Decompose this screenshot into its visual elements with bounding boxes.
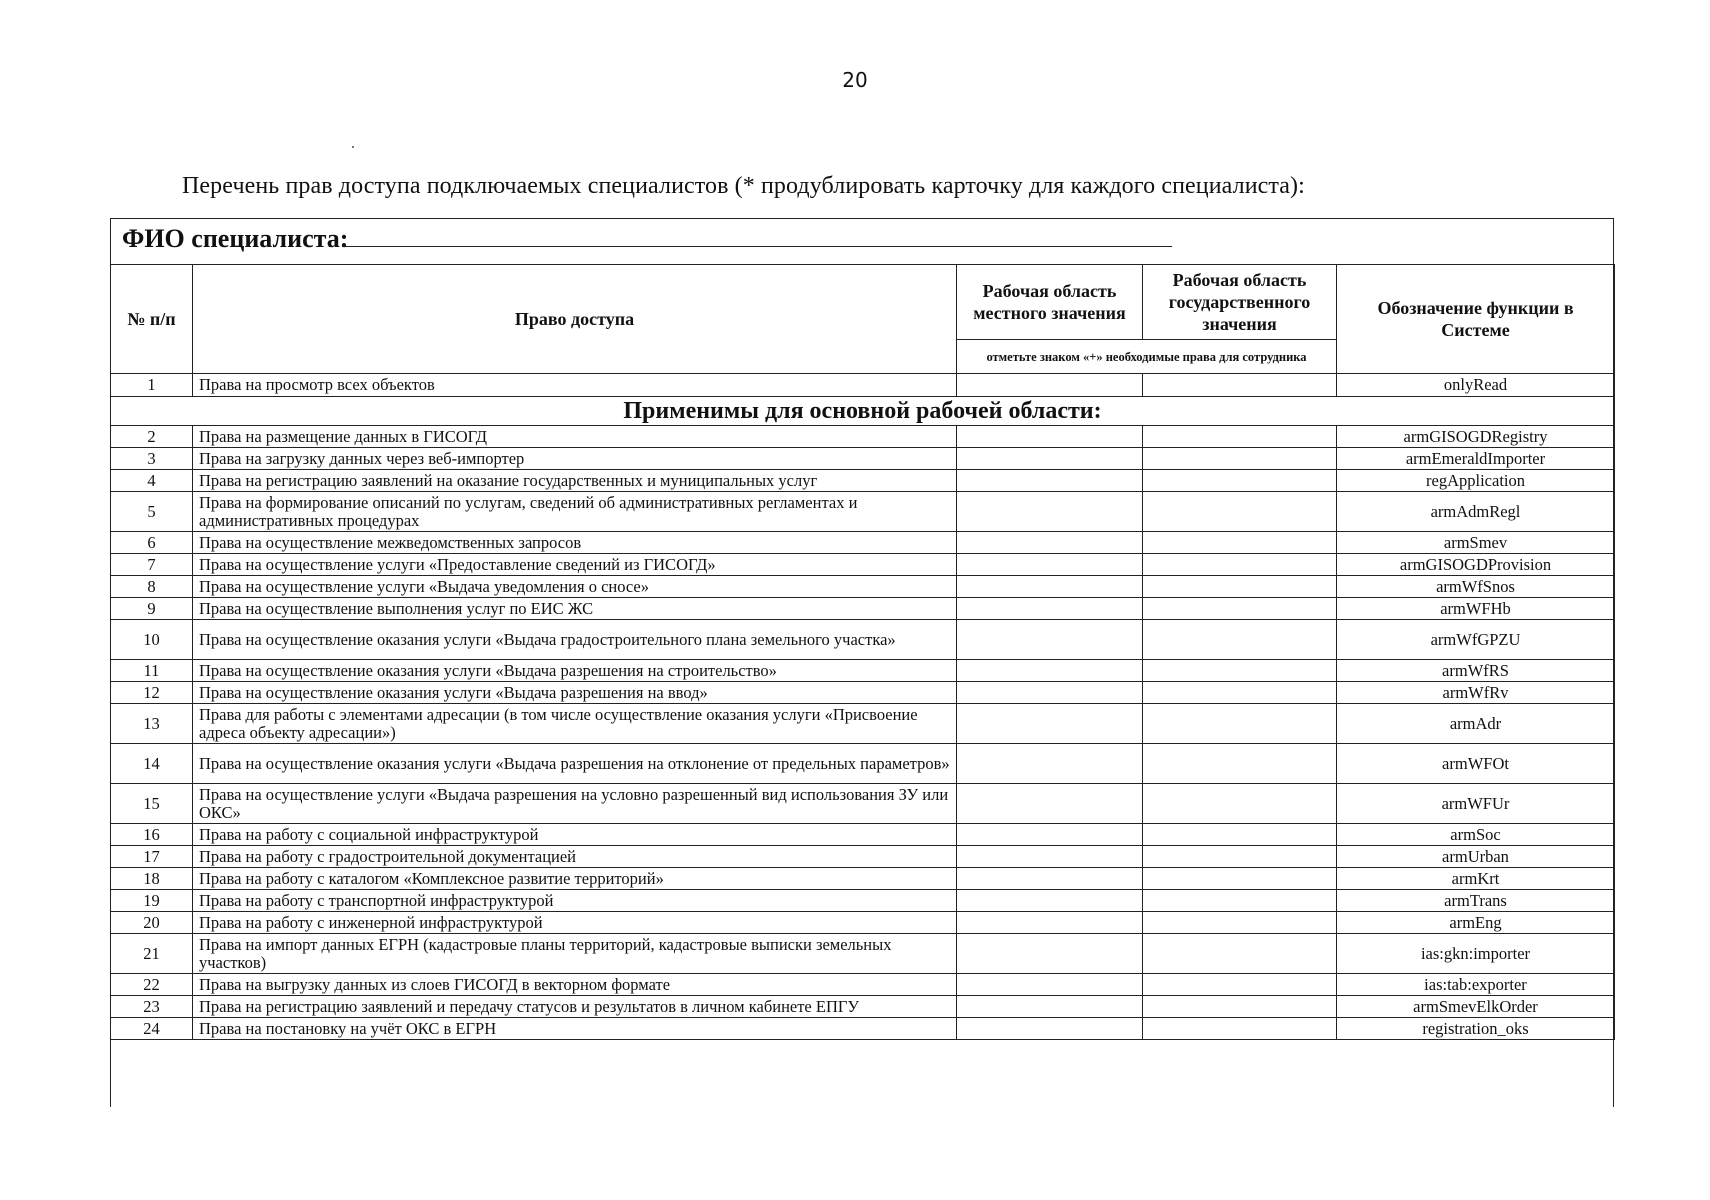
- local-checkbox-cell[interactable]: [957, 598, 1143, 620]
- table-row: [111, 532, 1615, 554]
- row-num: 20: [111, 912, 193, 934]
- page-heading: Перечень прав доступа подключаемых специалистов (* продублировать карточку для каждого специалиста):: [182, 173, 1305, 199]
- state-checkbox-cell[interactable]: [1143, 426, 1337, 448]
- local-checkbox-cell[interactable]: [957, 996, 1143, 1018]
- row-right: Права на регистрацию заявлений на оказание государственных и муниципальных услуг: [193, 470, 957, 492]
- table-row: [111, 704, 1615, 744]
- row-right: Права на работу с инженерной инфраструктурой: [193, 912, 957, 934]
- row-code: armWFOt: [1337, 744, 1615, 784]
- table-row: [111, 934, 1615, 974]
- col-header-right: Право доступа: [193, 265, 957, 374]
- state-checkbox-cell[interactable]: [1143, 660, 1337, 682]
- table-row: [111, 996, 1615, 1018]
- row-right: Права на осуществление услуги «Выдача разрешения на условно разрешенный вид использования ЗУ или ОКС»: [193, 784, 957, 824]
- row-right: Права на выгрузку данных из слоев ГИСОГД в векторном формате: [193, 974, 957, 996]
- row-num: 6: [111, 532, 193, 554]
- state-checkbox-cell[interactable]: [1143, 824, 1337, 846]
- row-code: armGISOGDRegistry: [1337, 426, 1615, 448]
- row-code: armSmevElkOrder: [1337, 996, 1615, 1018]
- row-code: armWFUr: [1337, 784, 1615, 824]
- table-row: [111, 598, 1615, 620]
- state-checkbox-cell[interactable]: [1143, 704, 1337, 744]
- fio-row: [110, 218, 1612, 264]
- row-num: 14: [111, 744, 193, 784]
- table-row: [111, 744, 1615, 784]
- col-header-code: Обозначение функции в Системе: [1337, 265, 1615, 374]
- local-checkbox-cell[interactable]: [957, 554, 1143, 576]
- row-right: Права на регистрацию заявлений и передачу статусов и результатов в личном кабинете ЕПГУ: [193, 996, 957, 1018]
- row-right: Права на постановку на учёт ОКС в ЕГРН: [193, 1018, 957, 1040]
- state-checkbox-cell[interactable]: [1143, 448, 1337, 470]
- state-checkbox-cell[interactable]: [1143, 554, 1337, 576]
- row-code: armWfGPZU: [1337, 620, 1615, 660]
- row-right: Права на осуществление услуги «Выдача уведомления о сносе»: [193, 576, 957, 598]
- row-num: 2: [111, 426, 193, 448]
- mark-note: отметьте знаком «+» необходимые права для сотрудника: [957, 340, 1337, 374]
- row-code: registration_oks: [1337, 1018, 1615, 1040]
- state-checkbox-cell[interactable]: [1143, 532, 1337, 554]
- row-right: Права на осуществление оказания услуги «Выдача разрешения на отклонение от предельных параметров»: [193, 744, 957, 784]
- row-right: Права на работу с градостроительной документацией: [193, 846, 957, 868]
- row-num: 9: [111, 598, 193, 620]
- row-code: armWfRv: [1337, 682, 1615, 704]
- row-code: regApplication: [1337, 470, 1615, 492]
- local-checkbox-cell[interactable]: [957, 912, 1143, 934]
- local-checkbox-cell[interactable]: [957, 784, 1143, 824]
- row-code: armSmev: [1337, 532, 1615, 554]
- row-code: ias:tab:exporter: [1337, 974, 1615, 996]
- row-right: Права на осуществление услуги «Предоставление сведений из ГИСОГД»: [193, 554, 957, 576]
- table-row: [111, 784, 1615, 824]
- col-header-num: № п/п: [111, 265, 193, 374]
- table-row: [111, 846, 1615, 868]
- access-rights-table: [110, 264, 1615, 1040]
- section-title: Применимы для основной рабочей области:: [111, 397, 1615, 426]
- local-checkbox-cell[interactable]: [957, 868, 1143, 890]
- row-num: 12: [111, 682, 193, 704]
- row-num: 1: [111, 374, 193, 397]
- row-num: 11: [111, 660, 193, 682]
- local-checkbox-cell[interactable]: [957, 890, 1143, 912]
- table-row: [111, 682, 1615, 704]
- col-header-local: Рабочая область местного значения: [957, 265, 1143, 340]
- row-num: 18: [111, 868, 193, 890]
- row-code: armEng: [1337, 912, 1615, 934]
- state-checkbox-cell[interactable]: [1143, 374, 1337, 397]
- row-num: 21: [111, 934, 193, 974]
- local-checkbox-cell[interactable]: [957, 492, 1143, 532]
- row-code: armUrban: [1337, 846, 1615, 868]
- table-row: [111, 374, 1615, 397]
- local-checkbox-cell[interactable]: [957, 824, 1143, 846]
- local-checkbox-cell[interactable]: [957, 974, 1143, 996]
- local-checkbox-cell[interactable]: [957, 532, 1143, 554]
- row-right: Права на осуществление оказания услуги «Выдача градостроительного плана земельного участка»: [193, 620, 957, 660]
- row-num: 3: [111, 448, 193, 470]
- state-checkbox-cell[interactable]: [1143, 598, 1337, 620]
- local-checkbox-cell[interactable]: [957, 744, 1143, 784]
- local-checkbox-cell[interactable]: [957, 934, 1143, 974]
- row-num: 22: [111, 974, 193, 996]
- scan-speck: [352, 146, 354, 148]
- row-code: armSoc: [1337, 824, 1615, 846]
- table-row: [111, 824, 1615, 846]
- local-checkbox-cell[interactable]: [957, 576, 1143, 598]
- state-checkbox-cell[interactable]: [1143, 934, 1337, 974]
- row-right: Права на импорт данных ЕГРН (кадастровые планы территорий, кадастровые выписки земельных участков): [193, 934, 957, 974]
- col-header-state: Рабочая область государственного значения: [1143, 265, 1337, 340]
- table-row: [111, 576, 1615, 598]
- row-right: Права на размещение данных в ГИСОГД: [193, 426, 957, 448]
- local-checkbox-cell[interactable]: [957, 470, 1143, 492]
- state-checkbox-cell[interactable]: [1143, 868, 1337, 890]
- row-code: armAdr: [1337, 704, 1615, 744]
- local-checkbox-cell[interactable]: [957, 374, 1143, 397]
- row-right: Права на загрузку данных через веб-импортер: [193, 448, 957, 470]
- row-right: Права для работы с элементами адресации (в том числе осуществление оказания услуги «Присвоение адреса объекту адресации»): [193, 704, 957, 744]
- row-num: 15: [111, 784, 193, 824]
- fio-input-line[interactable]: [342, 240, 1172, 247]
- row-right: Права на работу с каталогом «Комплексное развитие территорий»: [193, 868, 957, 890]
- local-checkbox-cell[interactable]: [957, 448, 1143, 470]
- row-code: ias:gkn:importer: [1337, 934, 1615, 974]
- fio-label: ФИО специалиста:: [122, 224, 349, 253]
- row-num: 13: [111, 704, 193, 744]
- table-row: [111, 912, 1615, 934]
- row-code: armWfRS: [1337, 660, 1615, 682]
- row-right: Права на работу с социальной инфраструктурой: [193, 824, 957, 846]
- state-checkbox-cell[interactable]: [1143, 1018, 1337, 1040]
- state-checkbox-cell[interactable]: [1143, 620, 1337, 660]
- local-checkbox-cell[interactable]: [957, 682, 1143, 704]
- row-num: 19: [111, 890, 193, 912]
- table-row: [111, 470, 1615, 492]
- row-num: 8: [111, 576, 193, 598]
- table-row: [111, 868, 1615, 890]
- state-checkbox-cell[interactable]: [1143, 576, 1337, 598]
- local-checkbox-cell[interactable]: [957, 704, 1143, 744]
- row-code: armGISOGDProvision: [1337, 554, 1615, 576]
- table-row: [111, 554, 1615, 576]
- state-checkbox-cell[interactable]: [1143, 682, 1337, 704]
- local-checkbox-cell[interactable]: [957, 426, 1143, 448]
- state-checkbox-cell[interactable]: [1143, 912, 1337, 934]
- row-code: armWFHb: [1337, 598, 1615, 620]
- row-num: 5: [111, 492, 193, 532]
- state-checkbox-cell[interactable]: [1143, 784, 1337, 824]
- row-right: Права на осуществление выполнения услуг по ЕИС ЖС: [193, 598, 957, 620]
- state-checkbox-cell[interactable]: [1143, 470, 1337, 492]
- local-checkbox-cell[interactable]: [957, 1018, 1143, 1040]
- row-right: Права на осуществление межведомственных запросов: [193, 532, 957, 554]
- row-code: armKrt: [1337, 868, 1615, 890]
- state-checkbox-cell[interactable]: [1143, 890, 1337, 912]
- row-right: Права на формирование описаний по услугам, сведений об административных регламентах и административных процедурах: [193, 492, 957, 532]
- state-checkbox-cell[interactable]: [1143, 744, 1337, 784]
- table-row: [111, 974, 1615, 996]
- row-code: armAdmRegl: [1337, 492, 1615, 532]
- page-number: 20: [842, 68, 868, 92]
- table-row: [111, 620, 1615, 660]
- row-code: armEmeraldImporter: [1337, 448, 1615, 470]
- state-checkbox-cell[interactable]: [1143, 492, 1337, 532]
- row-right: Права на просмотр всех объектов: [193, 374, 957, 397]
- state-checkbox-cell[interactable]: [1143, 996, 1337, 1018]
- local-checkbox-cell[interactable]: [957, 846, 1143, 868]
- section-row: [111, 397, 1615, 426]
- local-checkbox-cell[interactable]: [957, 620, 1143, 660]
- row-code: armWfSnos: [1337, 576, 1615, 598]
- table-row: [111, 1018, 1615, 1040]
- row-num: 10: [111, 620, 193, 660]
- row-right: Права на работу с транспортной инфраструктурой: [193, 890, 957, 912]
- state-checkbox-cell[interactable]: [1143, 974, 1337, 996]
- table-row: [111, 448, 1615, 470]
- row-right: Права на осуществление оказания услуги «Выдача разрешения на строительство»: [193, 660, 957, 682]
- row-code: armTrans: [1337, 890, 1615, 912]
- row-num: 4: [111, 470, 193, 492]
- local-checkbox-cell[interactable]: [957, 660, 1143, 682]
- row-num: 24: [111, 1018, 193, 1040]
- row-num: 7: [111, 554, 193, 576]
- row-num: 16: [111, 824, 193, 846]
- row-right: Права на осуществление оказания услуги «Выдача разрешения на ввод»: [193, 682, 957, 704]
- row-code: onlyRead: [1337, 374, 1615, 397]
- table-row: [111, 492, 1615, 532]
- table-row: [111, 890, 1615, 912]
- row-num: 23: [111, 996, 193, 1018]
- row-num: 17: [111, 846, 193, 868]
- state-checkbox-cell[interactable]: [1143, 846, 1337, 868]
- table-row: [111, 426, 1615, 448]
- table-row: [111, 660, 1615, 682]
